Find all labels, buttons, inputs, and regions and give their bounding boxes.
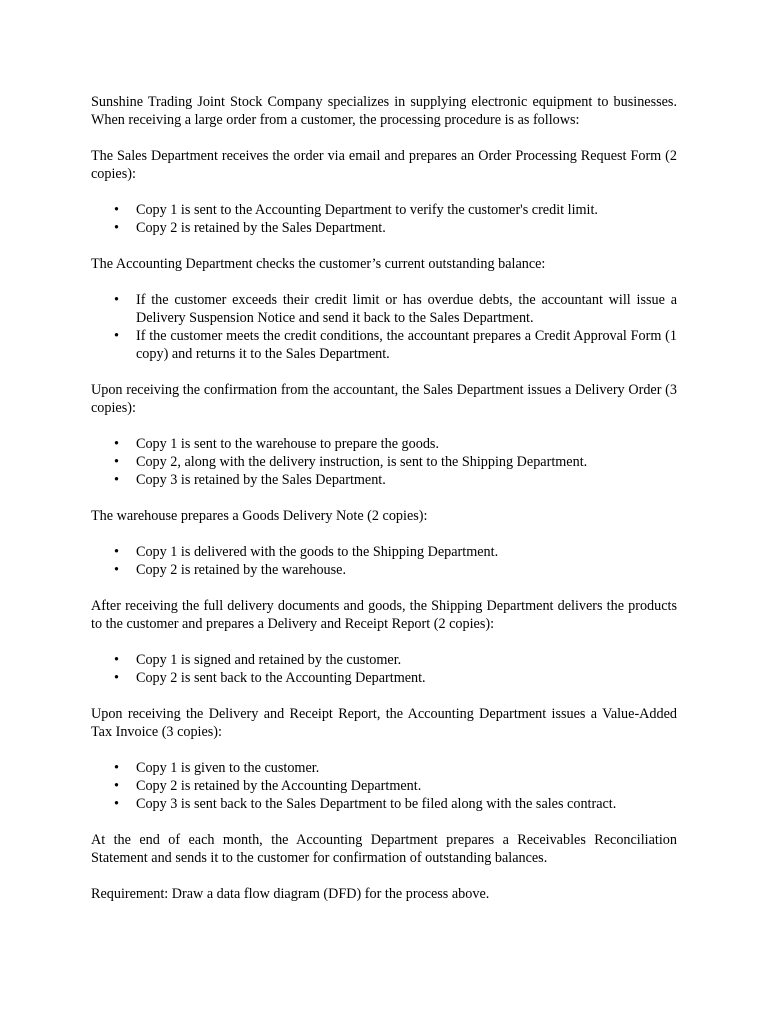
credit-check-list (91, 291, 677, 363)
goods-delivery-note-paragraph: The warehouse prepares a Goods Delivery Note (2 copies): (91, 508, 428, 524)
goods-delivery-note-copies-list (91, 543, 677, 579)
sales-order-paragraph: The Sales Department receives the order via email and prepares an Order Processing Request Form (2 copies): (91, 148, 677, 182)
order-form-copies-list (91, 201, 677, 237)
list-item: • Copy 3 is sent back to the Sales Department to be filed along with the sales contract. (114, 796, 617, 812)
list-item: • Copy 2 is sent back to the Accounting Department. (114, 670, 426, 686)
list-item: • Copy 1 is sent to the Accounting Department to verify the customer's credit limit. (114, 202, 598, 218)
list-item: • Copy 1 is given to the customer. (114, 760, 320, 776)
document-page (91, 93, 677, 921)
bullet-icon: • (114, 544, 119, 560)
vat-invoice-copies-list (91, 759, 677, 813)
list-item: • Copy 1 is delivered with the goods to the Shipping Department. (114, 544, 499, 560)
bullet-icon: • (114, 796, 119, 812)
receipt-report-copies-list (91, 651, 677, 687)
bullet-icon: • (114, 760, 119, 776)
bullet-icon: • (114, 220, 119, 236)
list-item: • Copy 2 is retained by the Sales Department. (114, 220, 386, 236)
bullet-icon: • (114, 202, 119, 218)
bullet-icon: • (114, 328, 119, 344)
list-item: • Copy 1 is sent to the warehouse to prepare the goods. (114, 436, 439, 452)
bullet-icon: • (114, 436, 119, 452)
bullet-icon: • (114, 652, 119, 668)
bullet-icon: • (114, 454, 119, 470)
list-item: • If the customer exceeds their credit limit or has overdue debts, the accountant will issue a Delivery Suspension Notice and send it back to the Sales Department. (114, 292, 677, 326)
bullet-icon: • (114, 778, 119, 794)
list-item: • Copy 3 is retained by the Sales Department. (114, 472, 386, 488)
list-item: • Copy 2, along with the delivery instruction, is sent to the Shipping Department. (114, 454, 588, 470)
list-item: • Copy 1 is signed and retained by the customer. (114, 652, 402, 668)
list-item: • If the customer meets the credit conditions, the accountant prepares a Credit Approval Form (1 copy) and returns it to the Sales Department. (114, 328, 677, 362)
credit-check-paragraph: The Accounting Department checks the customer’s current outstanding balance: (91, 256, 546, 272)
reconciliation-paragraph: At the end of each month, the Accounting Department prepares a Receivables Reconciliation Statement and sends it to the customer for confirmation of outstanding balances. (91, 832, 677, 866)
bullet-icon: • (114, 292, 119, 308)
list-item: • Copy 2 is retained by the Accounting Department. (114, 778, 422, 794)
requirement-paragraph: Requirement: Draw a data flow diagram (DFD) for the process above. (91, 886, 490, 902)
shipping-paragraph: After receiving the full delivery documents and goods, the Shipping Department delivers the products to the customer and prepares a Delivery and Receipt Report (2 copies): (91, 598, 677, 632)
bullet-icon: • (114, 562, 119, 578)
delivery-order-copies-list (91, 435, 677, 489)
delivery-order-paragraph: Upon receiving the confirmation from the accountant, the Sales Department issues a Delivery Order (3 copies): (91, 382, 677, 416)
intro-paragraph: Sunshine Trading Joint Stock Company specializes in supplying electronic equipment to businesses. When receiving a large order from a customer, the processing procedure is as follows: (91, 94, 677, 128)
vat-invoice-paragraph: Upon receiving the Delivery and Receipt Report, the Accounting Department issues a Value-Added Tax Invoice (3 copies): (91, 706, 677, 740)
bullet-icon: • (114, 670, 119, 686)
bullet-icon: • (114, 472, 119, 488)
list-item: • Copy 2 is retained by the warehouse. (114, 562, 346, 578)
